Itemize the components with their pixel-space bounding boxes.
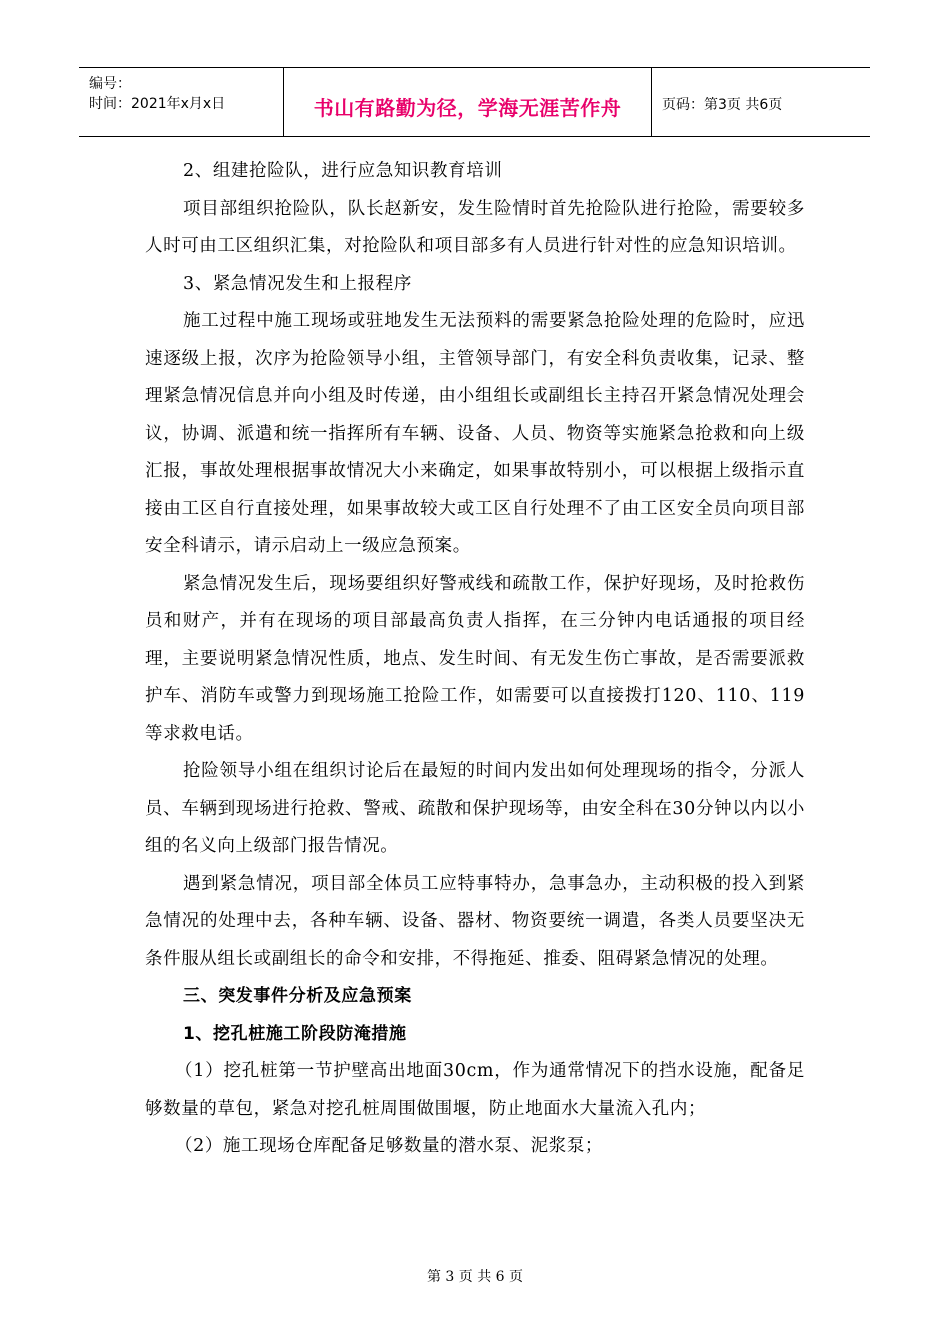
header-motto: 书山有路勤为径，学海无涯苦作舟	[313, 96, 622, 120]
paragraph: 遇到紧急情况，项目部全体员工应特事特办，急事急办，主动积极的投入到紧急情况的处理中去，各种车辆、设备、器材、物资要统一调遣，各类人员要坚决无条件服从组长或副组长的命令和安排，不得拖延、推委、阻碍紧急情况的处理。	[145, 873, 805, 969]
chapter-heading: 三、突发事件分析及应急预案	[183, 986, 412, 1006]
paragraph: 施工过程中施工现场或驻地发生无法预料的需要紧急抢险处理的危险时，应迅速逐级上报，次序为抢险领导小组，主管领导部门，有安全科负责收集，记录、整理紧急情况信息并向小组及时传递，由小组组长或副组长主持召开紧急情况处理会议，协调、派遣和统一指挥所有车辆、设备、人员、物资等实施紧急抢救和向上级汇报，事故处理根据事故情况大小来确定，如果事故特别小，可以根据上级指示直接由工区自行直接处理，如果事故较大或工区自行处理不了由工区安全员向项目部安全科请示，请示启动上一级应急预案。	[145, 311, 805, 556]
header-page-cell	[652, 68, 870, 136]
section-heading: 3、紧急情况发生和上报程序	[183, 273, 412, 294]
paragraph: 紧急情况发生后，现场要组织好警戒线和疏散工作，保护好现场，及时抢救伤员和财产，并有在现场的项目部最高负责人指挥，在三分钟内电话通报的项目经理，主要说明紧急情况性质，地点、发生时间、有无发生伤亡事故，是否需要派救护车、消防车或警力到现场施工抢险工作，如需要可以直接拨打120、110、119等求救电话。	[145, 573, 805, 744]
header-motto-cell	[284, 68, 652, 136]
document-body	[145, 153, 805, 1166]
paragraph: 抢险领导小组在组织讨论后在最短的时间内发出如何处理现场的指令，分派人员、车辆到现场进行抢救、警戒、疏散和保护现场等，由安全科在30分钟以内以小组的名义向上级部门报告情况。	[145, 761, 805, 856]
document-number-label: 编号：	[89, 76, 131, 92]
list-item: （2）施工现场仓库配备足够数量的潜水泵、泥浆泵；	[175, 1136, 604, 1156]
paragraph: 项目部组织抢险队，队长赵新安，发生险情时首先抢险队进行抢险，需要较多人时可由工区组织汇集，对抢险队和项目部多有人员进行针对性的应急知识培训。	[145, 198, 805, 256]
page-header	[79, 67, 870, 137]
header-meta-cell	[79, 68, 284, 136]
page-footer: 第 3 页 共 6 页	[426, 1269, 524, 1285]
header-page-info: 页码：第3页 共6页	[662, 97, 783, 113]
document-date: 时间：2021年x月x日	[89, 96, 226, 112]
subsection-heading: 1、挖孔桩施工阶段防淹措施	[183, 1023, 407, 1044]
list-item: （1）挖孔桩第一节护壁高出地面30cm，作为通常情况下的挡水设施，配备足够数量的草包，紧急对挖孔桩周围做围堰，防止地面水大量流入孔内；	[145, 1061, 805, 1119]
section-heading: 2、组建抢险队，进行应急知识教育培训	[183, 161, 503, 181]
